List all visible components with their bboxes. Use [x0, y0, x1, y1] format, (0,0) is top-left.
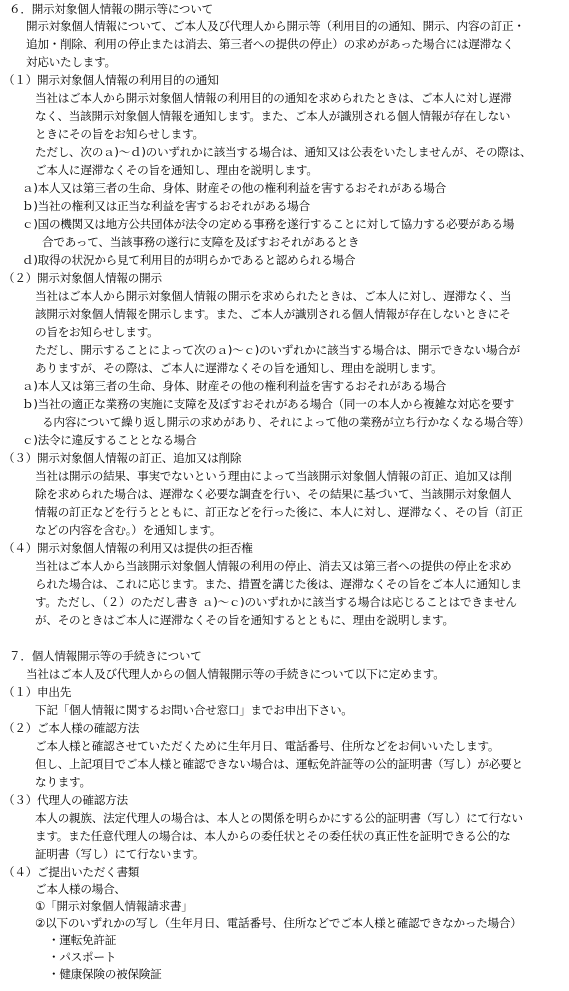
- paragraph-line: が、そのときはご本人に遅滞なくその旨を通知するとともに、理由を説明します。: [35, 613, 454, 627]
- list-item: ａ)本人又は第三者の生命、身体、財産その他の権利利益を害するおそれがある場合: [22, 379, 446, 393]
- paragraph-line: 但し、上記項目でご本人様と確認できない場合は、運転免許証等の公的証明書（写し）が必要と: [35, 757, 523, 771]
- document-item: ①「開示対象個人情報請求書」: [35, 899, 193, 913]
- list-item: ｂ)当社の権利又は正当な利益を害するおそれがある場合: [22, 199, 310, 213]
- paragraph-line: 本人の親族、法定代理人の場合は、本人との関係を明らかにする公的証明書（写し）にて行ない: [35, 811, 523, 825]
- subsection-heading: （３）開示対象個人情報の訂正、追加又は削除: [3, 451, 242, 465]
- id-document-item: ・パスポート: [48, 950, 117, 964]
- section-6-intro-line: 対応いたします。: [26, 55, 116, 69]
- paragraph-line: ご本人に遅滞なくその旨を通知し、理由を説明します。: [35, 163, 318, 177]
- paragraph-line: ます。また任意代理人の場合は、本人からの委任状とその委任状の真正性を証明できる公的な: [35, 829, 511, 843]
- subsection-heading: （４）開示対象個人情報の利用又は提供の拒否権: [3, 541, 253, 555]
- paragraph-line: ただし、次のａ)～ｄ)のいずれかに該当する場合は、通知又は公表をいたしませんが、その際は、: [35, 145, 532, 159]
- section-6-heading: ６．開示対象個人情報の開示等について: [9, 2, 213, 16]
- section-6-intro-line: 追加・削除、利用の停止または消去、第三者への提供の停止）の求めがあった場合には遅滞なく: [26, 37, 514, 51]
- document-item: ②以下のいずれかの写し（生年月日、電話番号、住所などでご本人様と確認できなかった場合）: [35, 916, 522, 930]
- list-item: ａ)本人又は第三者の生命、身体、財産その他の権利利益を害するおそれがある場合: [22, 181, 446, 195]
- subsection-heading: （３）代理人の確認方法: [3, 793, 128, 807]
- list-item: ｃ)法令に違反することとなる場合: [22, 433, 197, 447]
- paragraph-line: などの内容を含む。）を通知します。: [35, 523, 222, 537]
- subsection-heading: （２）開示対象個人情報の開示: [3, 271, 162, 285]
- paragraph-line: 除を求められた場合は、遅滞なく必要な調査を行い、その結果に基づいて、当該開示対象個人: [35, 487, 512, 501]
- list-item: ｃ)国の機関又は地方公共団体が法令の定める事務を遂行することに対して協力する必要がある場: [22, 217, 515, 231]
- paragraph-line: なく、当該開示対象個人情報を通知します。また、ご本人が識別される個人情報が存在しない: [35, 109, 511, 123]
- section-7-heading: ７．個人情報開示等の手続きについて: [9, 649, 202, 663]
- list-item-continuation: 合であって、当該事務の遂行に支障を及ぼすおそれがあるとき: [42, 235, 360, 249]
- paragraph-line: 当社は開示の結果、事実でないという理由によって当該開示対象個人情報の訂正、追加又は削: [35, 469, 512, 483]
- paragraph-line: ただし、開示することによって次のａ)～ｃ)のいずれかに該当する場合は、開示できない場合が: [35, 343, 520, 357]
- paragraph-line: られた場合は、これに応じます。また、措置を講じた後は、遅滞なくその旨をご本人に通知しま: [35, 577, 522, 591]
- subsection-heading: （１）開示対象個人情報の利用目的の通知: [3, 73, 219, 87]
- id-document-item: ・健康保険の被保険証: [48, 967, 162, 981]
- paragraph-line: ときにその旨をお知らせします。: [35, 127, 204, 141]
- paragraph-line: 当社はご本人から開示対象個人情報の開示を求められたときは、ご本人に対し、遅滞なく、当: [35, 289, 512, 303]
- paragraph-line: 下記「個人情報に関するお問い合せ窓口」までお申出下さい。: [35, 703, 353, 717]
- paragraph-line: ありますが、その際は、ご本人に遅滞なくその旨を通知し、理由を説明します。: [35, 361, 443, 375]
- paragraph-line: 情報の訂正などを行うとともに、訂正などを行った後に、本人に対し、遅滞なく、その旨（訂正: [35, 505, 523, 519]
- subsection-heading: （１）申出先: [3, 685, 72, 699]
- id-document-item: ・運転免許証: [48, 933, 117, 947]
- paragraph-line: の旨をお知らせします。: [35, 325, 159, 339]
- list-item-continuation: る内容について繰り返し開示の求めがあり、それによって他の業務が立ち行かなくなる場合等）: [42, 415, 530, 429]
- paragraph-line: 該開示対象個人情報を開示します。また、ご本人が識別される個人情報が存在しないときにそ: [35, 307, 511, 321]
- paragraph-line: 当社はご本人から開示対象個人情報の利用目的の通知を求められたときは、ご本人に対し遅滞: [35, 91, 512, 105]
- subsection-heading: （２）ご本人様の確認方法: [3, 721, 140, 735]
- paragraph-line: 証明書（写し）にて行ないます。: [35, 847, 205, 861]
- paragraph-line: なります。: [35, 775, 91, 789]
- paragraph-line: す。ただし、（２）のただし書き ａ)～ｃ)のいずれかに該当する場合は応じることはできません: [35, 595, 517, 609]
- section-7-intro: 当社はご本人及び代理人からの個人情報開示等の手続きについて以下に定めます。: [26, 667, 445, 681]
- section-6-intro-line: 開示対象個人情報について、ご本人及び代理人から開示等（利用目的の通知、開示、内容の訂正・: [26, 19, 525, 33]
- list-item: ｂ)当社の適正な業務の実施に支障を及ぼすおそれがある場合（同一の本人から複雑な対応を要す: [22, 397, 515, 411]
- paragraph-line: 当社はご本人から当該開示対象個人情報の利用の停止、消去又は第三者への提供の停止を求め: [35, 559, 512, 573]
- paragraph-line: ご本人様と確認させていただくために生年月日、電話番号、住所などをお伺いいたします。: [35, 739, 500, 753]
- paragraph-line: ご本人様の場合、: [35, 882, 126, 896]
- subsection-heading: （４）ご提出いただく書類: [3, 865, 140, 879]
- list-item: ｄ)取得の状況から見て利用目的が明らかであると認められる場合: [22, 253, 356, 267]
